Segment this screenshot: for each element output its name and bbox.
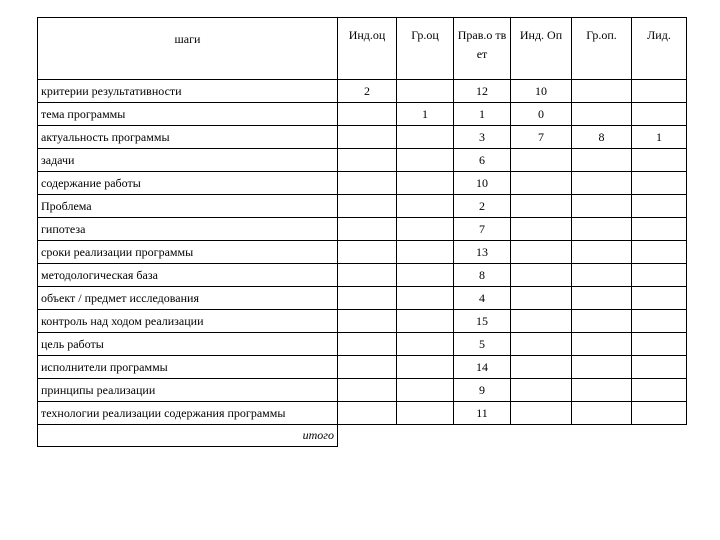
row-step-name: задачи xyxy=(38,149,338,172)
row-step-name: принципы реализации xyxy=(38,379,338,402)
header-steps: шаги xyxy=(38,18,338,80)
cell-pravo-tvet: 1 xyxy=(454,103,511,126)
header-pravo-tvet: Прав.о тв ет xyxy=(454,18,511,80)
cell-gr-oc xyxy=(397,310,454,333)
cell-ind-op xyxy=(511,356,572,379)
cell-pravo-tvet: 11 xyxy=(454,402,511,425)
cell-ind-oc: 2 xyxy=(338,80,397,103)
table-row xyxy=(38,402,687,425)
table-row xyxy=(38,356,687,379)
row-step-name: гипотеза xyxy=(38,218,338,241)
cell-ind-oc xyxy=(338,149,397,172)
cell-lid xyxy=(632,333,687,356)
header-lid: Лид. xyxy=(632,18,687,80)
cell-pravo-tvet: 3 xyxy=(454,126,511,149)
cell-gr-oc: 1 xyxy=(397,103,454,126)
cell-lid xyxy=(632,103,687,126)
steps-table xyxy=(37,17,687,447)
cell-ind-op xyxy=(511,264,572,287)
cell-lid xyxy=(632,80,687,103)
row-step-name: методологическая база xyxy=(38,264,338,287)
cell-gr-oc xyxy=(397,195,454,218)
row-step-name: технологии реализации содержания программы xyxy=(38,402,338,425)
row-step-name: контроль над ходом реализации xyxy=(38,310,338,333)
cell-pravo-tvet: 12 xyxy=(454,80,511,103)
cell-gr-op xyxy=(572,195,632,218)
cell-lid xyxy=(632,172,687,195)
cell-gr-op xyxy=(572,310,632,333)
cell-lid xyxy=(632,379,687,402)
cell-lid xyxy=(632,264,687,287)
cell-gr-op: 8 xyxy=(572,126,632,149)
total-row xyxy=(38,425,687,447)
header-gr-oc: Гр.оц xyxy=(397,18,454,80)
cell-gr-op xyxy=(572,333,632,356)
cell-pravo-tvet: 5 xyxy=(454,333,511,356)
header-gr-op: Гр.оп. xyxy=(572,18,632,80)
cell-ind-oc xyxy=(338,310,397,333)
cell-ind-oc xyxy=(338,126,397,149)
cell-gr-op xyxy=(572,402,632,425)
cell-ind-op xyxy=(511,218,572,241)
cell-ind-op: 0 xyxy=(511,103,572,126)
cell-pravo-tvet: 2 xyxy=(454,195,511,218)
table-row xyxy=(38,80,687,103)
cell-lid xyxy=(632,218,687,241)
table-row xyxy=(38,241,687,264)
table-row xyxy=(38,379,687,402)
cell-gr-oc xyxy=(397,402,454,425)
table-row xyxy=(38,126,687,149)
cell-ind-oc xyxy=(338,402,397,425)
cell-gr-op xyxy=(572,287,632,310)
cell-gr-oc xyxy=(397,333,454,356)
table-row xyxy=(38,149,687,172)
header-row xyxy=(38,18,687,80)
cell-ind-op: 7 xyxy=(511,126,572,149)
cell-gr-oc xyxy=(397,356,454,379)
cell-ind-oc xyxy=(338,379,397,402)
cell-gr-op xyxy=(572,149,632,172)
row-step-name: содержание работы xyxy=(38,172,338,195)
row-step-name: объект / предмет исследования xyxy=(38,287,338,310)
cell-ind-op xyxy=(511,402,572,425)
cell-lid xyxy=(632,149,687,172)
table-row xyxy=(38,103,687,126)
cell-pravo-tvet: 4 xyxy=(454,287,511,310)
cell-pravo-tvet: 7 xyxy=(454,218,511,241)
table-row xyxy=(38,264,687,287)
cell-gr-op xyxy=(572,356,632,379)
total-label: итого xyxy=(38,425,338,447)
cell-ind-oc xyxy=(338,172,397,195)
cell-gr-oc xyxy=(397,149,454,172)
cell-gr-op xyxy=(572,218,632,241)
cell-lid xyxy=(632,287,687,310)
cell-pravo-tvet: 14 xyxy=(454,356,511,379)
cell-gr-oc xyxy=(397,241,454,264)
cell-lid xyxy=(632,356,687,379)
table-row xyxy=(38,218,687,241)
cell-gr-oc xyxy=(397,264,454,287)
cell-gr-oc xyxy=(397,126,454,149)
cell-ind-op xyxy=(511,241,572,264)
cell-gr-op xyxy=(572,172,632,195)
cell-ind-op xyxy=(511,172,572,195)
header-ind-oc: Инд.оц xyxy=(338,18,397,80)
row-step-name: цель работы xyxy=(38,333,338,356)
cell-lid xyxy=(632,310,687,333)
row-step-name: сроки реализации программы xyxy=(38,241,338,264)
table-row xyxy=(38,333,687,356)
cell-pravo-tvet: 6 xyxy=(454,149,511,172)
cell-ind-op xyxy=(511,310,572,333)
row-step-name: актуальность программы xyxy=(38,126,338,149)
cell-gr-oc xyxy=(397,172,454,195)
table-row xyxy=(38,310,687,333)
cell-pravo-tvet: 8 xyxy=(454,264,511,287)
header-ind-op: Инд. Оп xyxy=(511,18,572,80)
cell-pravo-tvet: 15 xyxy=(454,310,511,333)
cell-ind-oc xyxy=(338,241,397,264)
cell-gr-op xyxy=(572,379,632,402)
cell-ind-oc xyxy=(338,264,397,287)
cell-gr-op xyxy=(572,103,632,126)
cell-pravo-tvet: 13 xyxy=(454,241,511,264)
cell-gr-oc xyxy=(397,379,454,402)
cell-ind-op: 10 xyxy=(511,80,572,103)
cell-ind-oc xyxy=(338,333,397,356)
cell-lid xyxy=(632,195,687,218)
cell-ind-oc xyxy=(338,356,397,379)
cell-lid xyxy=(632,241,687,264)
cell-ind-op xyxy=(511,287,572,310)
cell-lid: 1 xyxy=(632,126,687,149)
cell-pravo-tvet: 9 xyxy=(454,379,511,402)
cell-ind-op xyxy=(511,379,572,402)
cell-ind-oc xyxy=(338,287,397,310)
cell-gr-oc xyxy=(397,80,454,103)
row-step-name: тема программы xyxy=(38,103,338,126)
cell-gr-op xyxy=(572,264,632,287)
cell-ind-oc xyxy=(338,103,397,126)
cell-ind-oc xyxy=(338,218,397,241)
table-row xyxy=(38,195,687,218)
row-step-name: критерии результативности xyxy=(38,80,338,103)
row-step-name: исполнители программы xyxy=(38,356,338,379)
cell-pravo-tvet: 10 xyxy=(454,172,511,195)
cell-gr-oc xyxy=(397,218,454,241)
cell-gr-op xyxy=(572,241,632,264)
table-row xyxy=(38,287,687,310)
cell-ind-op xyxy=(511,149,572,172)
table-row xyxy=(38,172,687,195)
cell-ind-oc xyxy=(338,195,397,218)
cell-lid xyxy=(632,402,687,425)
cell-gr-op xyxy=(572,80,632,103)
row-step-name: Проблема xyxy=(38,195,338,218)
cell-ind-op xyxy=(511,195,572,218)
cell-ind-op xyxy=(511,333,572,356)
cell-gr-oc xyxy=(397,287,454,310)
